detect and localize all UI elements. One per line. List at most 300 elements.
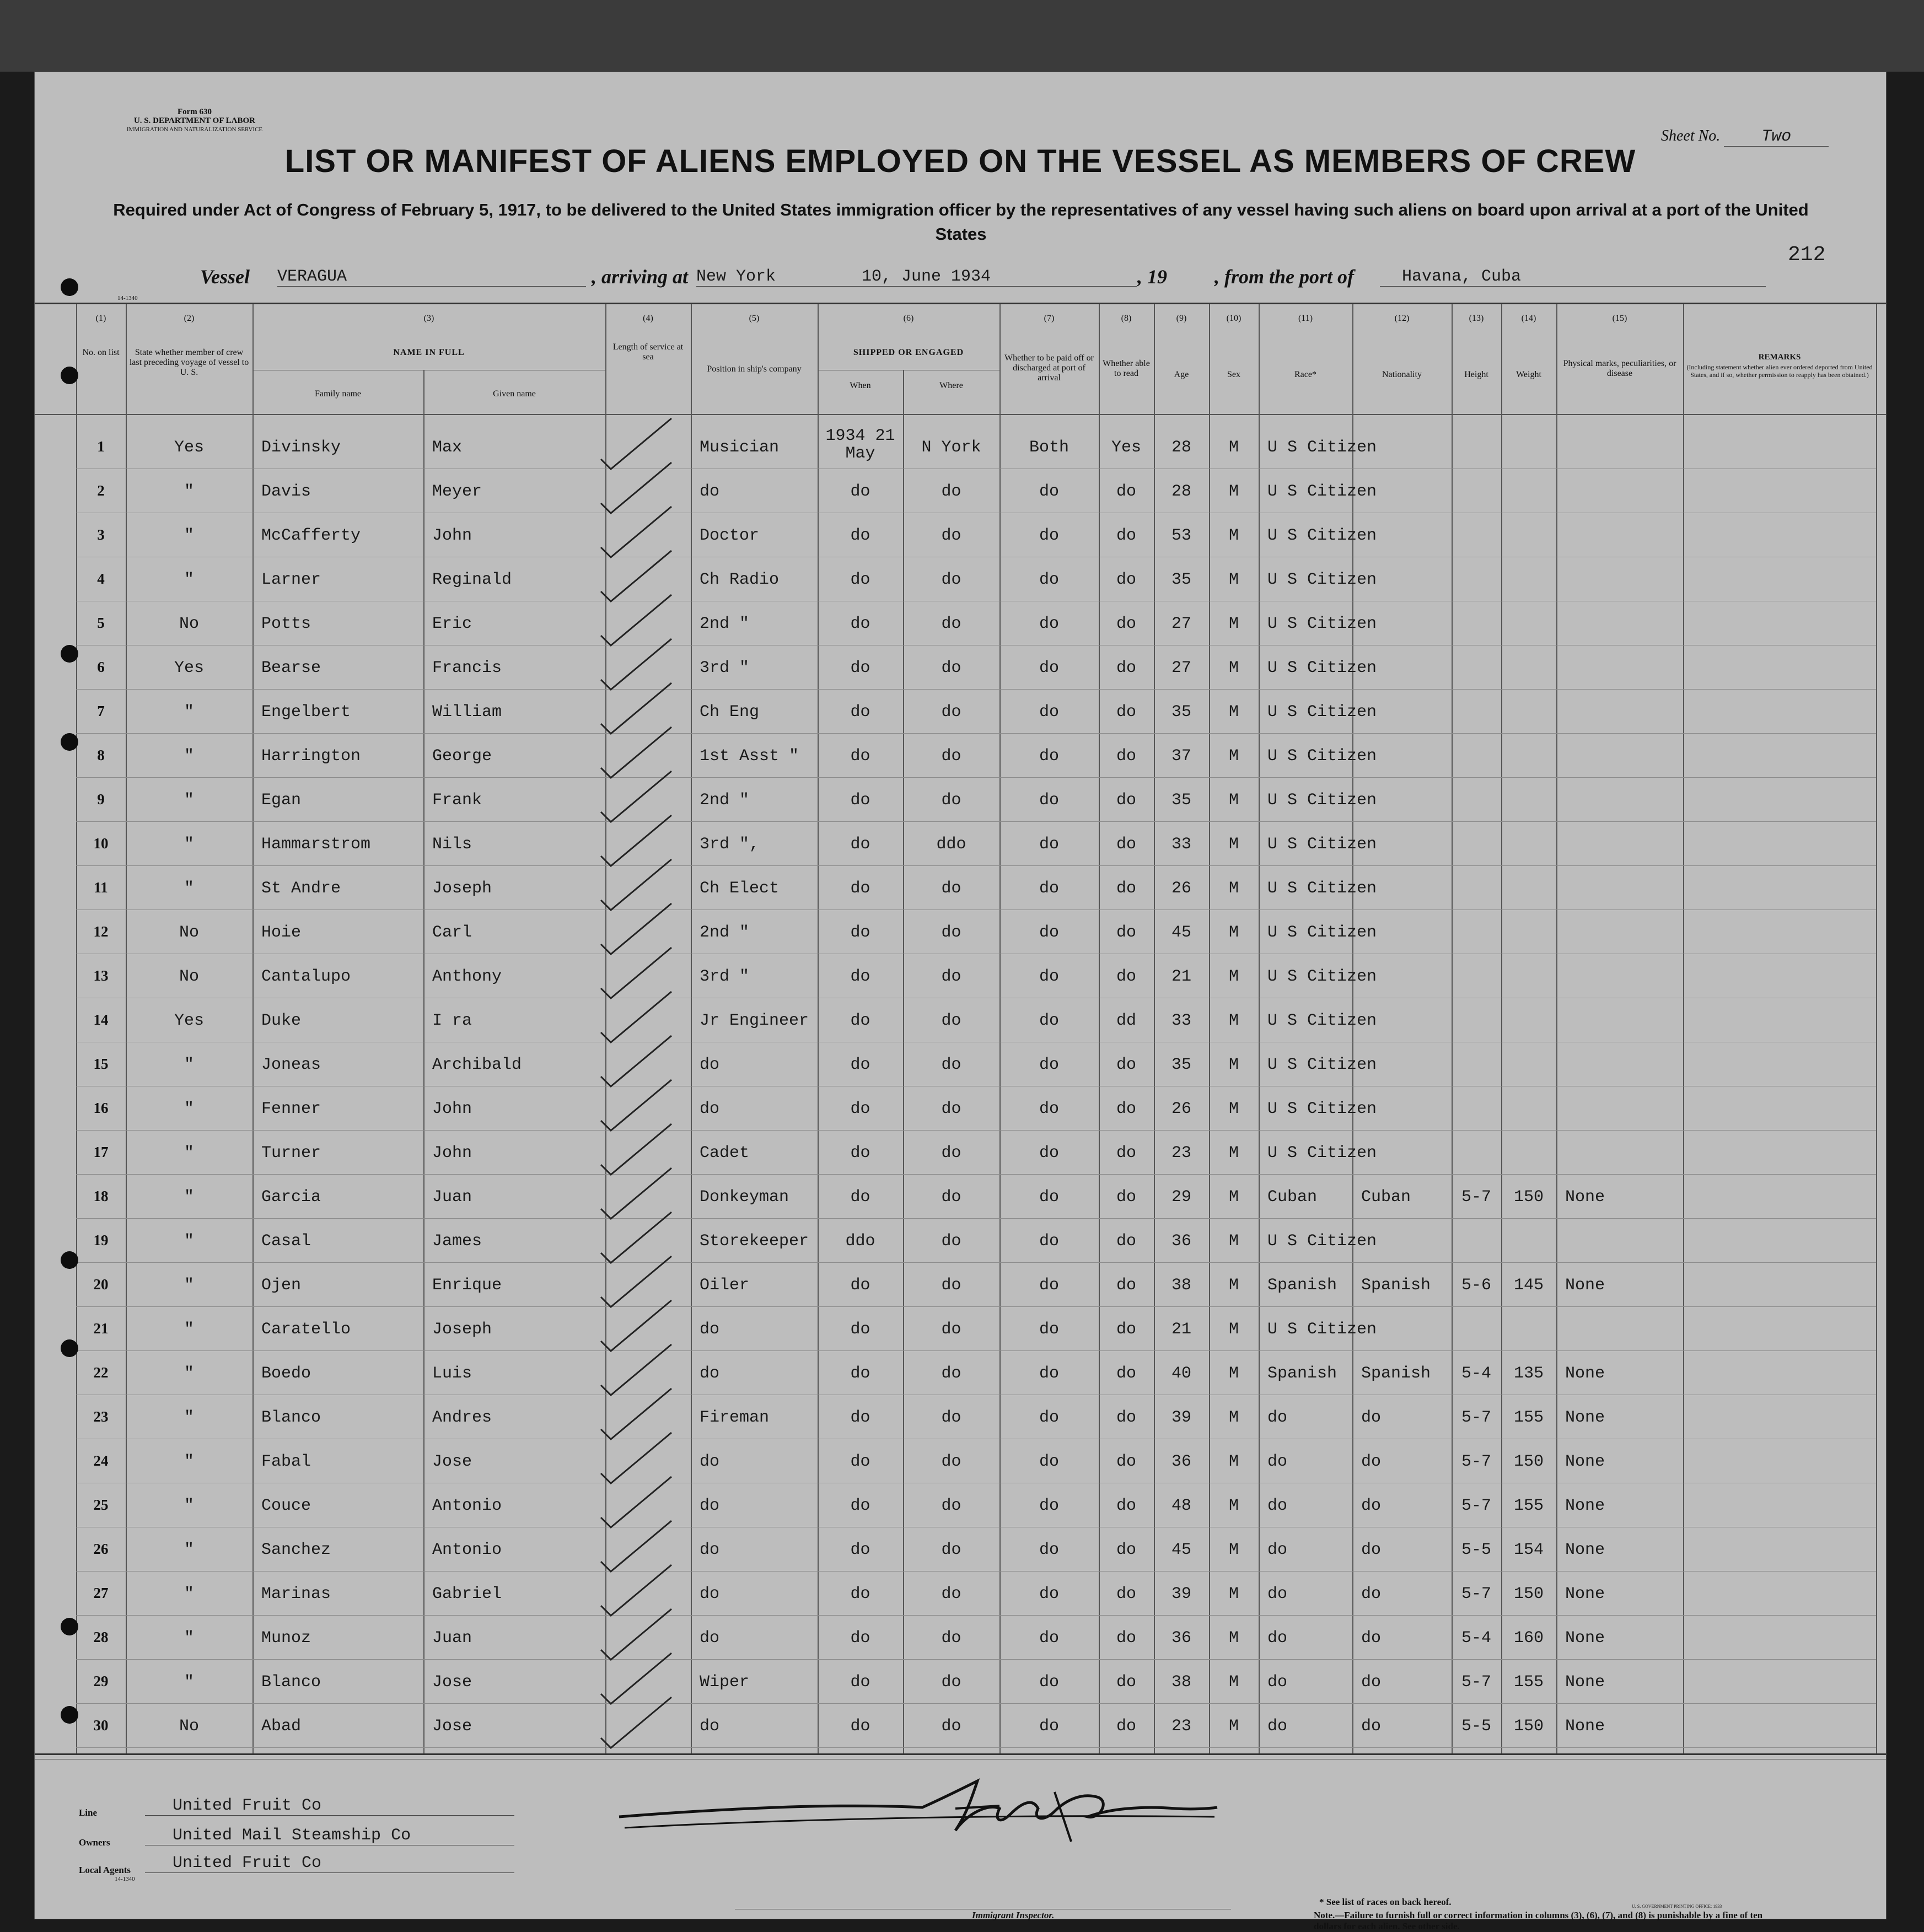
cell-position: 2nd " xyxy=(700,923,750,942)
cell-where: do xyxy=(941,1541,961,1559)
cell-no: 5 xyxy=(97,615,105,631)
arrival-date: 10, June 1934 xyxy=(862,267,1137,287)
cell-height: 5-7 xyxy=(1461,1673,1491,1692)
cell-sex: M xyxy=(1228,615,1239,633)
cell-prev: " xyxy=(184,1497,194,1515)
cell-family: Blanco xyxy=(261,1673,321,1692)
cell-no: 1 xyxy=(97,438,105,455)
cell-where: do xyxy=(941,1452,961,1471)
table-row xyxy=(35,1086,1886,1131)
cell-race: U S Citizen xyxy=(1267,1011,1377,1030)
cell-position: Ch Radio xyxy=(700,571,780,589)
column-number-c7: (7) xyxy=(1044,314,1055,323)
column-header-c11: Race* xyxy=(1294,370,1316,379)
cell-family: Sanchez xyxy=(261,1541,331,1559)
binder-hole xyxy=(61,1706,78,1724)
from-port-label: , from the port of xyxy=(1214,266,1355,288)
cell-given: Juan xyxy=(432,1188,472,1207)
cell-prev: " xyxy=(184,1232,194,1251)
cell-age: 36 xyxy=(1171,1232,1191,1251)
cell-prev: " xyxy=(184,835,194,854)
cell-family: Joneas xyxy=(261,1056,321,1074)
cell-paid: Both xyxy=(1029,438,1069,457)
cell-read: do xyxy=(1116,1364,1136,1383)
cell-no: 9 xyxy=(97,791,105,808)
cell-paid: do xyxy=(1039,835,1059,854)
cell-where: do xyxy=(941,1188,961,1207)
cell-given: Max xyxy=(432,438,463,457)
table-row xyxy=(35,1351,1886,1395)
cell-family: Turner xyxy=(261,1144,321,1163)
cell-prev: " xyxy=(184,526,194,545)
cell-where: do xyxy=(941,1011,961,1030)
cell-family: St Andre xyxy=(261,879,341,898)
cell-given: John xyxy=(432,526,472,545)
cell-family: Fabal xyxy=(261,1452,311,1471)
cell-no: 23 xyxy=(93,1408,109,1425)
cell-nationality: Cuban xyxy=(1361,1188,1411,1207)
cell-family: Couce xyxy=(261,1497,311,1515)
cell-race: U S Citizen xyxy=(1267,1232,1377,1251)
vessel-label: Vessel xyxy=(200,266,250,288)
cell-sex: M xyxy=(1228,1188,1239,1207)
cell-read: do xyxy=(1116,482,1136,501)
cell-paid: do xyxy=(1039,967,1059,986)
cell-marks: None xyxy=(1565,1717,1605,1736)
cell-no: 29 xyxy=(93,1673,109,1689)
cell-age: 35 xyxy=(1171,703,1191,722)
cell-paid: do xyxy=(1039,703,1059,722)
cell-nationality: do xyxy=(1361,1673,1382,1692)
cell-given: Reginald xyxy=(432,571,512,589)
cell-sex: M xyxy=(1228,1497,1239,1515)
cell-when: do xyxy=(850,1056,870,1074)
cell-position: 3rd " xyxy=(700,967,750,986)
cell-read: do xyxy=(1116,526,1136,545)
cell-race: Spanish xyxy=(1267,1364,1337,1383)
form-number: Form 630 xyxy=(177,107,212,116)
column-number-c11: (11) xyxy=(1298,314,1313,323)
cell-given: Eric xyxy=(432,615,472,633)
cell-paid: do xyxy=(1039,1629,1059,1648)
cell-where: do xyxy=(941,879,961,898)
inspector-signature xyxy=(614,1775,1220,1847)
column-header-c6: SHIPPED OR ENGAGED xyxy=(853,348,964,357)
cell-family: Blanco xyxy=(261,1408,321,1427)
cell-paid: do xyxy=(1039,1585,1059,1603)
cell-given: Archibald xyxy=(432,1056,522,1074)
cell-read: do xyxy=(1116,747,1136,766)
cell-marks: None xyxy=(1565,1629,1605,1648)
cell-when: do xyxy=(850,1497,870,1515)
cell-given: Antonio xyxy=(432,1541,502,1559)
cell-when: do xyxy=(850,1100,870,1118)
cell-race: do xyxy=(1267,1585,1288,1603)
cell-prev: " xyxy=(184,1276,194,1295)
cell-position: Wiper xyxy=(700,1673,750,1692)
printer-credit: U. S. GOVERNMENT PRINTING OFFICE: 1933 xyxy=(1632,1904,1722,1909)
cell-given: Enrique xyxy=(432,1276,502,1295)
binder-hole xyxy=(61,645,78,663)
cell-nationality: do xyxy=(1361,1497,1382,1515)
cell-sex: M xyxy=(1228,703,1239,722)
table-row xyxy=(35,866,1886,910)
cell-prev: " xyxy=(184,1408,194,1427)
column-header-c13: Height xyxy=(1464,370,1488,379)
cell-position: do xyxy=(700,1364,720,1383)
cell-sex: M xyxy=(1228,438,1239,457)
table-row xyxy=(35,1042,1886,1086)
cell-age: 33 xyxy=(1171,835,1191,854)
cell-read: do xyxy=(1116,1673,1136,1692)
table-row xyxy=(35,690,1886,734)
form-header-block xyxy=(106,107,283,134)
table-row xyxy=(35,734,1886,778)
cell-race: U S Citizen xyxy=(1267,615,1377,633)
cell-given: George xyxy=(432,747,492,766)
cell-position: 2nd " xyxy=(700,615,750,633)
cell-given: Jose xyxy=(432,1452,472,1471)
cell-marks: None xyxy=(1565,1188,1605,1207)
column-number-c6: (6) xyxy=(903,314,914,323)
cell-prev: " xyxy=(184,1452,194,1471)
cell-paid: do xyxy=(1039,747,1059,766)
cell-paid: do xyxy=(1039,571,1059,589)
service-check-mark xyxy=(594,1693,677,1753)
cell-prev: No xyxy=(179,923,199,942)
cell-no: 28 xyxy=(93,1629,109,1645)
table-row xyxy=(35,1704,1886,1748)
cell-family: Caratello xyxy=(261,1320,351,1339)
cell-no: 10 xyxy=(93,835,109,852)
cell-prev: Yes xyxy=(174,1011,204,1030)
table-row xyxy=(35,1616,1886,1660)
cell-given: Francis xyxy=(432,659,502,677)
page-subtitle: Required under Act of Congress of February 5, 1917, to be delivered to the United States immigration officer by the representatives of any vessel having such aliens on board upon arrival at a port of the United States xyxy=(113,200,1809,244)
cell-nationality: do xyxy=(1361,1717,1382,1736)
table-row xyxy=(35,1572,1886,1616)
cell-no: 18 xyxy=(93,1188,109,1204)
table-row xyxy=(35,998,1886,1042)
cell-no: 14 xyxy=(93,1011,109,1028)
cell-family: Harrington xyxy=(261,747,361,766)
cell-sex: M xyxy=(1228,923,1239,942)
cell-paid: do xyxy=(1039,1717,1059,1736)
cell-race: do xyxy=(1267,1497,1288,1515)
table-row xyxy=(35,1395,1886,1439)
cell-family: Larner xyxy=(261,571,321,589)
cell-where: N York xyxy=(921,438,981,457)
cell-read: do xyxy=(1116,923,1136,942)
cell-race: do xyxy=(1267,1408,1288,1427)
manifest-sheet xyxy=(34,72,1887,1931)
cell-race: do xyxy=(1267,1717,1288,1736)
cell-when: do xyxy=(850,1011,870,1030)
cell-family: Boedo xyxy=(261,1364,311,1383)
cell-prev: " xyxy=(184,1100,194,1118)
cell-given: Anthony xyxy=(432,967,502,986)
cell-read: Yes xyxy=(1111,438,1141,457)
cell-given: Joseph xyxy=(432,879,492,898)
cell-race: U S Citizen xyxy=(1267,967,1377,986)
cell-sex: M xyxy=(1228,1011,1239,1030)
scan-top-border xyxy=(0,0,1924,72)
page-number: 212 xyxy=(1788,243,1826,267)
cell-position: Musician xyxy=(700,438,780,457)
table-row xyxy=(35,1307,1886,1351)
table-row xyxy=(35,910,1886,954)
cell-family: Egan xyxy=(261,791,302,810)
cell-marks: None xyxy=(1565,1452,1605,1471)
cell-when: 1934 21 May xyxy=(825,427,895,463)
cell-position: do xyxy=(700,1320,720,1339)
cell-sex: M xyxy=(1228,747,1239,766)
cell-age: 38 xyxy=(1171,1276,1191,1295)
cell-age: 21 xyxy=(1171,1320,1191,1339)
cell-height: 5-7 xyxy=(1461,1408,1491,1427)
cell-position: do xyxy=(700,1497,720,1515)
cell-where: do xyxy=(941,1276,961,1295)
cell-read: do xyxy=(1116,1144,1136,1163)
cell-where: do xyxy=(941,1056,961,1074)
cell-race: U S Citizen xyxy=(1267,571,1377,589)
column-number-c13: (13) xyxy=(1469,314,1484,323)
table-row xyxy=(35,469,1886,513)
cell-given: Carl xyxy=(432,923,472,942)
cell-family: Engelbert xyxy=(261,703,351,722)
cell-weight: 155 xyxy=(1513,1408,1544,1427)
owners-company: United Mail Steamship Co xyxy=(145,1826,514,1845)
cell-prev: " xyxy=(184,1364,194,1383)
cell-given: Frank xyxy=(432,791,482,810)
cell-where: do xyxy=(941,571,961,589)
vessel-name: VERAGUA xyxy=(277,267,586,287)
cell-paid: do xyxy=(1039,923,1059,942)
cell-height: 5-4 xyxy=(1461,1364,1491,1383)
binder-hole xyxy=(61,733,78,751)
column-header-c14: Weight xyxy=(1516,370,1541,379)
vessel-line xyxy=(35,260,1886,293)
table-row xyxy=(35,1527,1886,1572)
cell-no: 13 xyxy=(93,967,109,984)
cell-sex: M xyxy=(1228,1452,1239,1471)
cell-age: 35 xyxy=(1171,571,1191,589)
cell-when: do xyxy=(850,1364,870,1383)
service-name: IMMIGRATION AND NATURALIZATION SERVICE xyxy=(126,126,263,133)
cell-paid: do xyxy=(1039,1364,1059,1383)
cell-when: do xyxy=(850,835,870,854)
cell-when: do xyxy=(850,1629,870,1648)
cell-age: 40 xyxy=(1171,1364,1191,1383)
cell-age: 39 xyxy=(1171,1408,1191,1427)
cell-when: do xyxy=(850,1408,870,1427)
cell-given: Andres xyxy=(432,1408,492,1427)
cell-prev: No xyxy=(179,1717,199,1736)
column-header-remarks-note: (Including statement whether alien ever ordered deported from United States, and if so, whether permission to reapply has been obtained.) xyxy=(1686,363,1873,379)
cell-when: do xyxy=(850,1188,870,1207)
row-rule xyxy=(76,1747,1876,1748)
column-header-c12: Nationality xyxy=(1382,370,1422,379)
cell-race: U S Citizen xyxy=(1267,791,1377,810)
cell-sex: M xyxy=(1228,526,1239,545)
table-row xyxy=(35,1131,1886,1175)
column-header-family-name: Family name xyxy=(315,389,361,399)
cell-when: do xyxy=(850,659,870,677)
cell-when: do xyxy=(850,703,870,722)
cell-sex: M xyxy=(1228,571,1239,589)
cell-no: 7 xyxy=(97,703,105,719)
cell-read: do xyxy=(1116,1717,1136,1736)
cell-race: U S Citizen xyxy=(1267,835,1377,854)
cell-position: do xyxy=(700,1056,720,1074)
table-row xyxy=(35,601,1886,645)
owners-label: Owners xyxy=(79,1837,110,1848)
cell-no: 17 xyxy=(93,1144,109,1160)
column-header-c3: NAME IN FULL xyxy=(393,348,465,357)
cell-sex: M xyxy=(1228,1364,1239,1383)
races-note: * See list of races on back hereof. xyxy=(1319,1897,1452,1907)
cell-marks: None xyxy=(1565,1673,1605,1692)
table-row xyxy=(35,1263,1886,1307)
cell-read: do xyxy=(1116,1056,1136,1074)
table-row xyxy=(35,1219,1886,1263)
binder-hole xyxy=(61,278,78,296)
cell-read: do xyxy=(1116,659,1136,677)
column-number-c15: (15) xyxy=(1612,314,1627,323)
cell-age: 39 xyxy=(1171,1585,1191,1603)
cell-paid: do xyxy=(1039,1673,1059,1692)
cell-family: Potts xyxy=(261,615,311,633)
cell-position: do xyxy=(700,1452,720,1471)
cell-weight: 145 xyxy=(1513,1276,1544,1295)
cell-race: U S Citizen xyxy=(1267,879,1377,898)
cell-no: 20 xyxy=(93,1276,109,1293)
cell-weight: 155 xyxy=(1513,1497,1544,1515)
cell-sex: M xyxy=(1228,1717,1239,1736)
cell-paid: do xyxy=(1039,1100,1059,1118)
cell-paid: do xyxy=(1039,791,1059,810)
cell-weight: 154 xyxy=(1513,1541,1544,1559)
cell-prev: " xyxy=(184,1320,194,1339)
cell-sex: M xyxy=(1228,791,1239,810)
cell-family: Hoie xyxy=(261,923,302,942)
cell-family: Divinsky xyxy=(261,438,341,457)
cell-sex: M xyxy=(1228,1144,1239,1163)
cell-race: U S Citizen xyxy=(1267,1320,1377,1339)
cell-sex: M xyxy=(1228,1100,1239,1118)
cell-where: do xyxy=(941,1673,961,1692)
cell-no: 6 xyxy=(97,659,105,675)
column-header-c1: No. on list xyxy=(82,348,120,357)
cell-when: do xyxy=(850,967,870,986)
cell-when: ddo xyxy=(845,1232,875,1251)
cell-when: do xyxy=(850,923,870,942)
cell-age: 23 xyxy=(1171,1717,1191,1736)
cell-nationality: do xyxy=(1361,1452,1382,1471)
column-number-c5: (5) xyxy=(749,314,760,323)
cell-age: 36 xyxy=(1171,1629,1191,1648)
cell-position: Donkeyman xyxy=(700,1188,789,1207)
cell-marks: None xyxy=(1565,1497,1605,1515)
cell-position: do xyxy=(700,1541,720,1559)
cell-when: do xyxy=(850,1541,870,1559)
cell-prev: " xyxy=(184,747,194,766)
cell-sex: M xyxy=(1228,1629,1239,1648)
footer xyxy=(35,1764,1886,1919)
cell-sex: M xyxy=(1228,659,1239,677)
cell-given: Jose xyxy=(432,1673,472,1692)
cell-position: do xyxy=(700,482,720,501)
cell-read: do xyxy=(1116,571,1136,589)
cell-family: Ojen xyxy=(261,1276,302,1295)
cell-paid: do xyxy=(1039,1408,1059,1427)
cell-where: do xyxy=(941,1320,961,1339)
column-number-c3: (3) xyxy=(423,314,434,323)
cell-where: do xyxy=(941,791,961,810)
cell-sex: M xyxy=(1228,1320,1239,1339)
cell-read: do xyxy=(1116,1188,1136,1207)
fine-note: Note.—Failure to furnish full or correct information in columns (3), (6), (7), and (8) is punishable by a fine of ten dollars for each alien. See other side. xyxy=(1314,1910,1763,1931)
cell-no: 19 xyxy=(93,1232,109,1248)
cell-weight: 150 xyxy=(1513,1585,1544,1603)
column-number-c12: (12) xyxy=(1394,314,1410,323)
cell-sex: M xyxy=(1228,1585,1239,1603)
cell-where: do xyxy=(941,1364,961,1383)
table-row xyxy=(35,954,1886,998)
column-header-remarks: REMARKS xyxy=(1758,353,1801,362)
cell-nationality: do xyxy=(1361,1541,1382,1559)
column-number-c2: (2) xyxy=(184,314,195,323)
cell-age: 28 xyxy=(1171,482,1191,501)
cell-read: do xyxy=(1116,1408,1136,1427)
column-header-given-name: Given name xyxy=(493,389,536,399)
cell-prev: No xyxy=(179,615,199,633)
column-number-c4: (4) xyxy=(643,314,653,323)
cell-race: U S Citizen xyxy=(1267,482,1377,501)
cell-prev: No xyxy=(179,967,199,986)
cell-sex: M xyxy=(1228,835,1239,854)
cell-when: do xyxy=(850,1717,870,1736)
cell-position: Cadet xyxy=(700,1144,750,1163)
cell-paid: do xyxy=(1039,1144,1059,1163)
cell-position: Doctor xyxy=(700,526,760,545)
year-label: , 19 xyxy=(1137,266,1167,288)
cell-marks: None xyxy=(1565,1276,1605,1295)
sheet-number: Two xyxy=(1724,127,1829,147)
agents-label: Local Agents xyxy=(79,1865,131,1875)
cell-sex: M xyxy=(1228,1232,1239,1251)
cell-prev: " xyxy=(184,482,194,501)
cell-nationality: do xyxy=(1361,1585,1382,1603)
department-name: U. S. DEPARTMENT OF LABOR xyxy=(133,116,256,125)
cell-family: Hammarstrom xyxy=(261,835,371,854)
cell-read: do xyxy=(1116,967,1136,986)
cell-where: do xyxy=(941,1629,961,1648)
column-header-c4: Length of service at sea xyxy=(612,342,684,362)
agents-company: United Fruit Co xyxy=(145,1854,514,1873)
cell-read: do xyxy=(1116,791,1136,810)
cell-where: do xyxy=(941,1100,961,1118)
cell-no: 12 xyxy=(93,923,109,940)
cell-family: Cantalupo xyxy=(261,967,351,986)
table-bottom-border xyxy=(35,1753,1886,1755)
cell-where: do xyxy=(941,1232,961,1251)
sheet-label: Sheet No. xyxy=(1661,127,1721,144)
cell-when: do xyxy=(850,1144,870,1163)
cell-when: do xyxy=(850,615,870,633)
cell-no: 25 xyxy=(93,1497,109,1513)
cell-position: 3rd ", xyxy=(700,835,760,854)
